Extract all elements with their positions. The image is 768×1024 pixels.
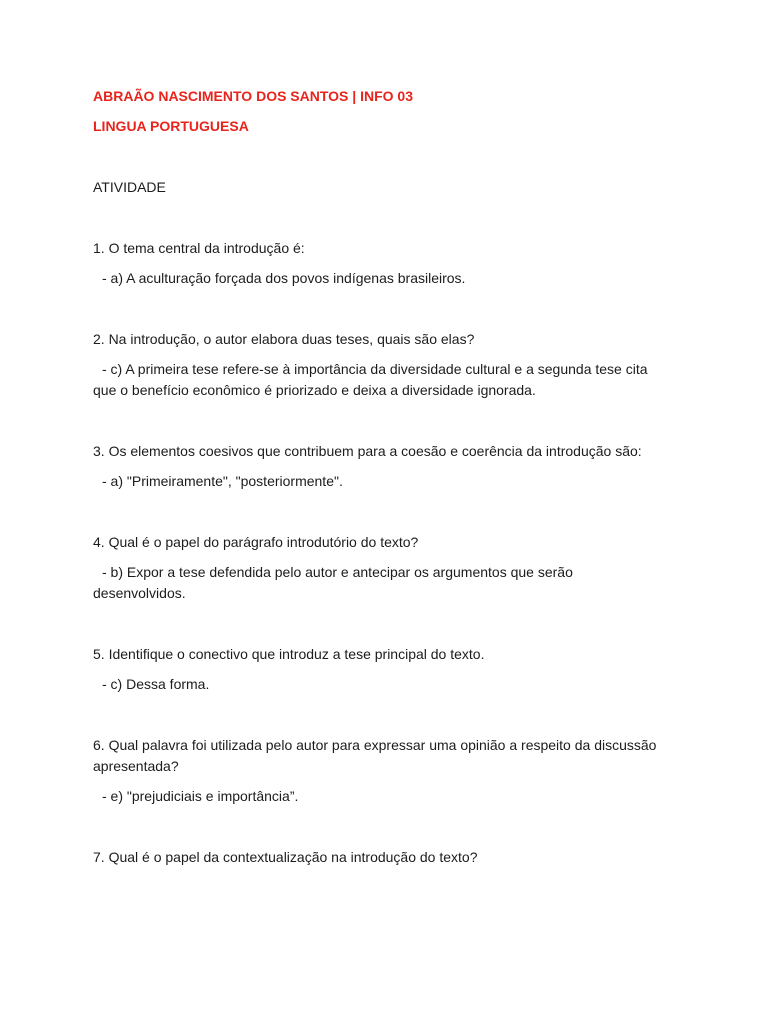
question-text: 5. Identifique o conectivo que introduz a tese principal do texto. <box>93 646 485 662</box>
question-item-6 <box>93 735 668 807</box>
subject-header: LINGUA PORTUGUESA <box>93 118 249 134</box>
question-item-2 <box>93 329 668 401</box>
question-item-3 <box>93 441 668 492</box>
question-text: 3. Os elementos coesivos que contribuem para a coesão e coerência da introdução são: <box>93 443 642 459</box>
student-name-header: ABRAÃO NASCIMENTO DOS SANTOS | INFO 03 <box>93 88 413 104</box>
question-item-7 <box>93 847 668 868</box>
question-text: 1. O tema central da introdução é: <box>93 240 305 256</box>
question-text: 4. Qual é o papel do parágrafo introdutório do texto? <box>93 534 419 550</box>
question-item-4 <box>93 532 668 604</box>
question-text: 2. Na introdução, o autor elabora duas teses, quais são elas? <box>93 331 475 347</box>
section-title: ATIVIDADE <box>93 179 166 195</box>
answer-text: - b) Expor a tese defendida pelo autor e antecipar os argumentos que serão desenvolvidos. <box>93 564 573 601</box>
question-item-1 <box>93 238 668 289</box>
question-text: 6. Qual palavra foi utilizada pelo autor para expressar uma opinião a respeito da discussão apresentada? <box>93 737 657 774</box>
answer-text: - c) A primeira tese refere-se à importância da diversidade cultural e a segunda tese cita que o benefício econômico é priorizado e deixa a diversidade ignorada. <box>93 361 648 398</box>
answer-text: - a) "Primeiramente", "posteriormente". <box>102 473 343 489</box>
answer-text: - c) Dessa forma. <box>102 676 210 692</box>
answer-text: - e) "prejudiciais e importância”. <box>102 788 299 804</box>
question-item-5 <box>93 644 668 695</box>
question-text: 7. Qual é o papel da contextualização na introdução do texto? <box>93 849 478 865</box>
answer-text: - a) A aculturação forçada dos povos indígenas brasileiros. <box>102 270 466 286</box>
